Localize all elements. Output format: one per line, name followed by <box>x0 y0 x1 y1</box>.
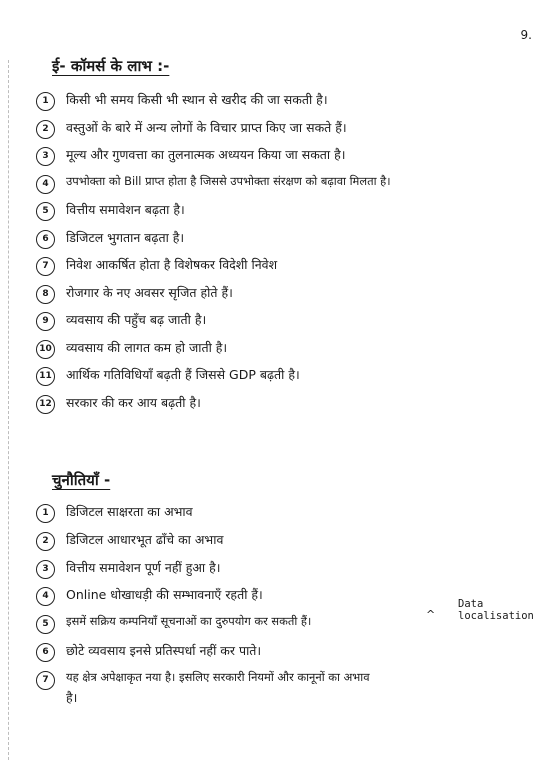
item-text: सरकार की कर आय बढ़ती है। <box>66 394 201 410</box>
item-number: 1 <box>36 504 55 523</box>
item-number: 4 <box>36 587 55 606</box>
list-item <box>0 255 550 283</box>
list-item <box>0 393 550 421</box>
list-item <box>0 200 550 228</box>
list-item <box>0 173 550 201</box>
item-number: 7 <box>36 257 55 276</box>
insertion-caret: ^ <box>426 608 436 621</box>
item-text: वित्तीय समावेशन पूर्ण नहीं हुआ है। <box>66 559 221 575</box>
page-number: 9. <box>520 28 532 42</box>
side-note-line: Data <box>458 598 484 610</box>
benefits-list <box>0 90 550 420</box>
list-item <box>0 669 550 705</box>
side-note <box>458 598 534 622</box>
item-text: इसमें सक्रिय कम्पनियाँ सूचनाओं का दुरुपयोग कर सकती हैं। <box>66 614 312 629</box>
item-number: 6 <box>36 230 55 249</box>
item-text: किसी भी समय किसी भी स्थान से खरीद की जा सकती है। <box>66 92 328 107</box>
challenges-heading: चुनौतियाँ - <box>52 471 111 489</box>
list-item <box>0 145 550 173</box>
item-number: 7 <box>36 671 55 690</box>
list-item <box>0 90 550 118</box>
item-number: 11 <box>36 367 55 386</box>
item-text: यह क्षेत्र अपेक्षाकृत नया है। इसलिए सरकारी नियमों और कानूनों का अभाव <box>66 669 370 684</box>
list-item <box>0 118 550 146</box>
item-number: 3 <box>36 560 55 579</box>
item-text: उपभोक्ता को Bill प्राप्त होता है जिससे उपभोक्ता संरक्षण को बढ़ावा मिलता है। <box>66 173 391 188</box>
item-text: Online धोखाधड़ी की सम्भावनाएँ रहती हैं। <box>66 587 263 603</box>
item-number: 2 <box>36 532 55 551</box>
item-text: डिजिटल भुगतान बढ़ता है। <box>66 229 185 245</box>
item-number: 12 <box>36 395 55 414</box>
list-item <box>0 228 550 256</box>
item-text-continuation: है। <box>66 689 78 705</box>
item-number: 9 <box>36 312 55 331</box>
item-text: निवेश आकर्षित होता है विशेषकर विदेशी निवेश <box>66 257 278 272</box>
benefits-heading: ई- कॉमर्स के लाभ :- <box>52 57 170 75</box>
item-text: डिजिटल साक्षरता का अभाव <box>66 504 193 519</box>
item-text: रोजगार के नए अवसर सृजित होते हैं। <box>66 284 233 300</box>
item-text: व्यवसाय की लागत कम हो जाती है। <box>66 339 228 355</box>
item-text: डिजिटल आधारभूत ढाँचे का अभाव <box>66 531 224 547</box>
item-number: 3 <box>36 147 55 166</box>
list-item <box>0 338 550 366</box>
item-text: वस्तुओं के बारे में अन्य लोगों के विचार प्राप्त किए जा सकते हैं। <box>66 119 347 135</box>
item-text: मूल्य और गुणवत्ता का तुलनात्मक अध्ययन किया जा सकता है। <box>66 147 346 162</box>
item-number: 8 <box>36 285 55 304</box>
item-number: 10 <box>36 340 55 359</box>
side-note-line: localisation <box>458 610 534 622</box>
item-text: व्यवसाय की पहुँच बढ़ जाती है। <box>66 312 207 327</box>
list-item <box>0 558 550 586</box>
item-number: 1 <box>36 92 55 111</box>
list-item <box>0 502 550 530</box>
item-number: 4 <box>36 175 55 194</box>
list-item <box>0 530 550 558</box>
list-item <box>0 310 550 338</box>
item-number: 6 <box>36 643 55 662</box>
list-item <box>0 365 550 393</box>
list-item <box>0 283 550 311</box>
item-number: 2 <box>36 120 55 139</box>
item-text: छोटे व्यवसाय इनसे प्रतिस्पर्धा नहीं कर पाते। <box>66 642 262 658</box>
list-item <box>0 641 550 669</box>
item-text: आर्थिक गतिविधियाँ बढ़ती हैं जिससे GDP बढ़ती है। <box>66 367 300 382</box>
item-text: वित्तीय समावेशन बढ़ता है। <box>66 202 185 217</box>
item-number: 5 <box>36 202 55 221</box>
item-number: 5 <box>36 615 55 634</box>
